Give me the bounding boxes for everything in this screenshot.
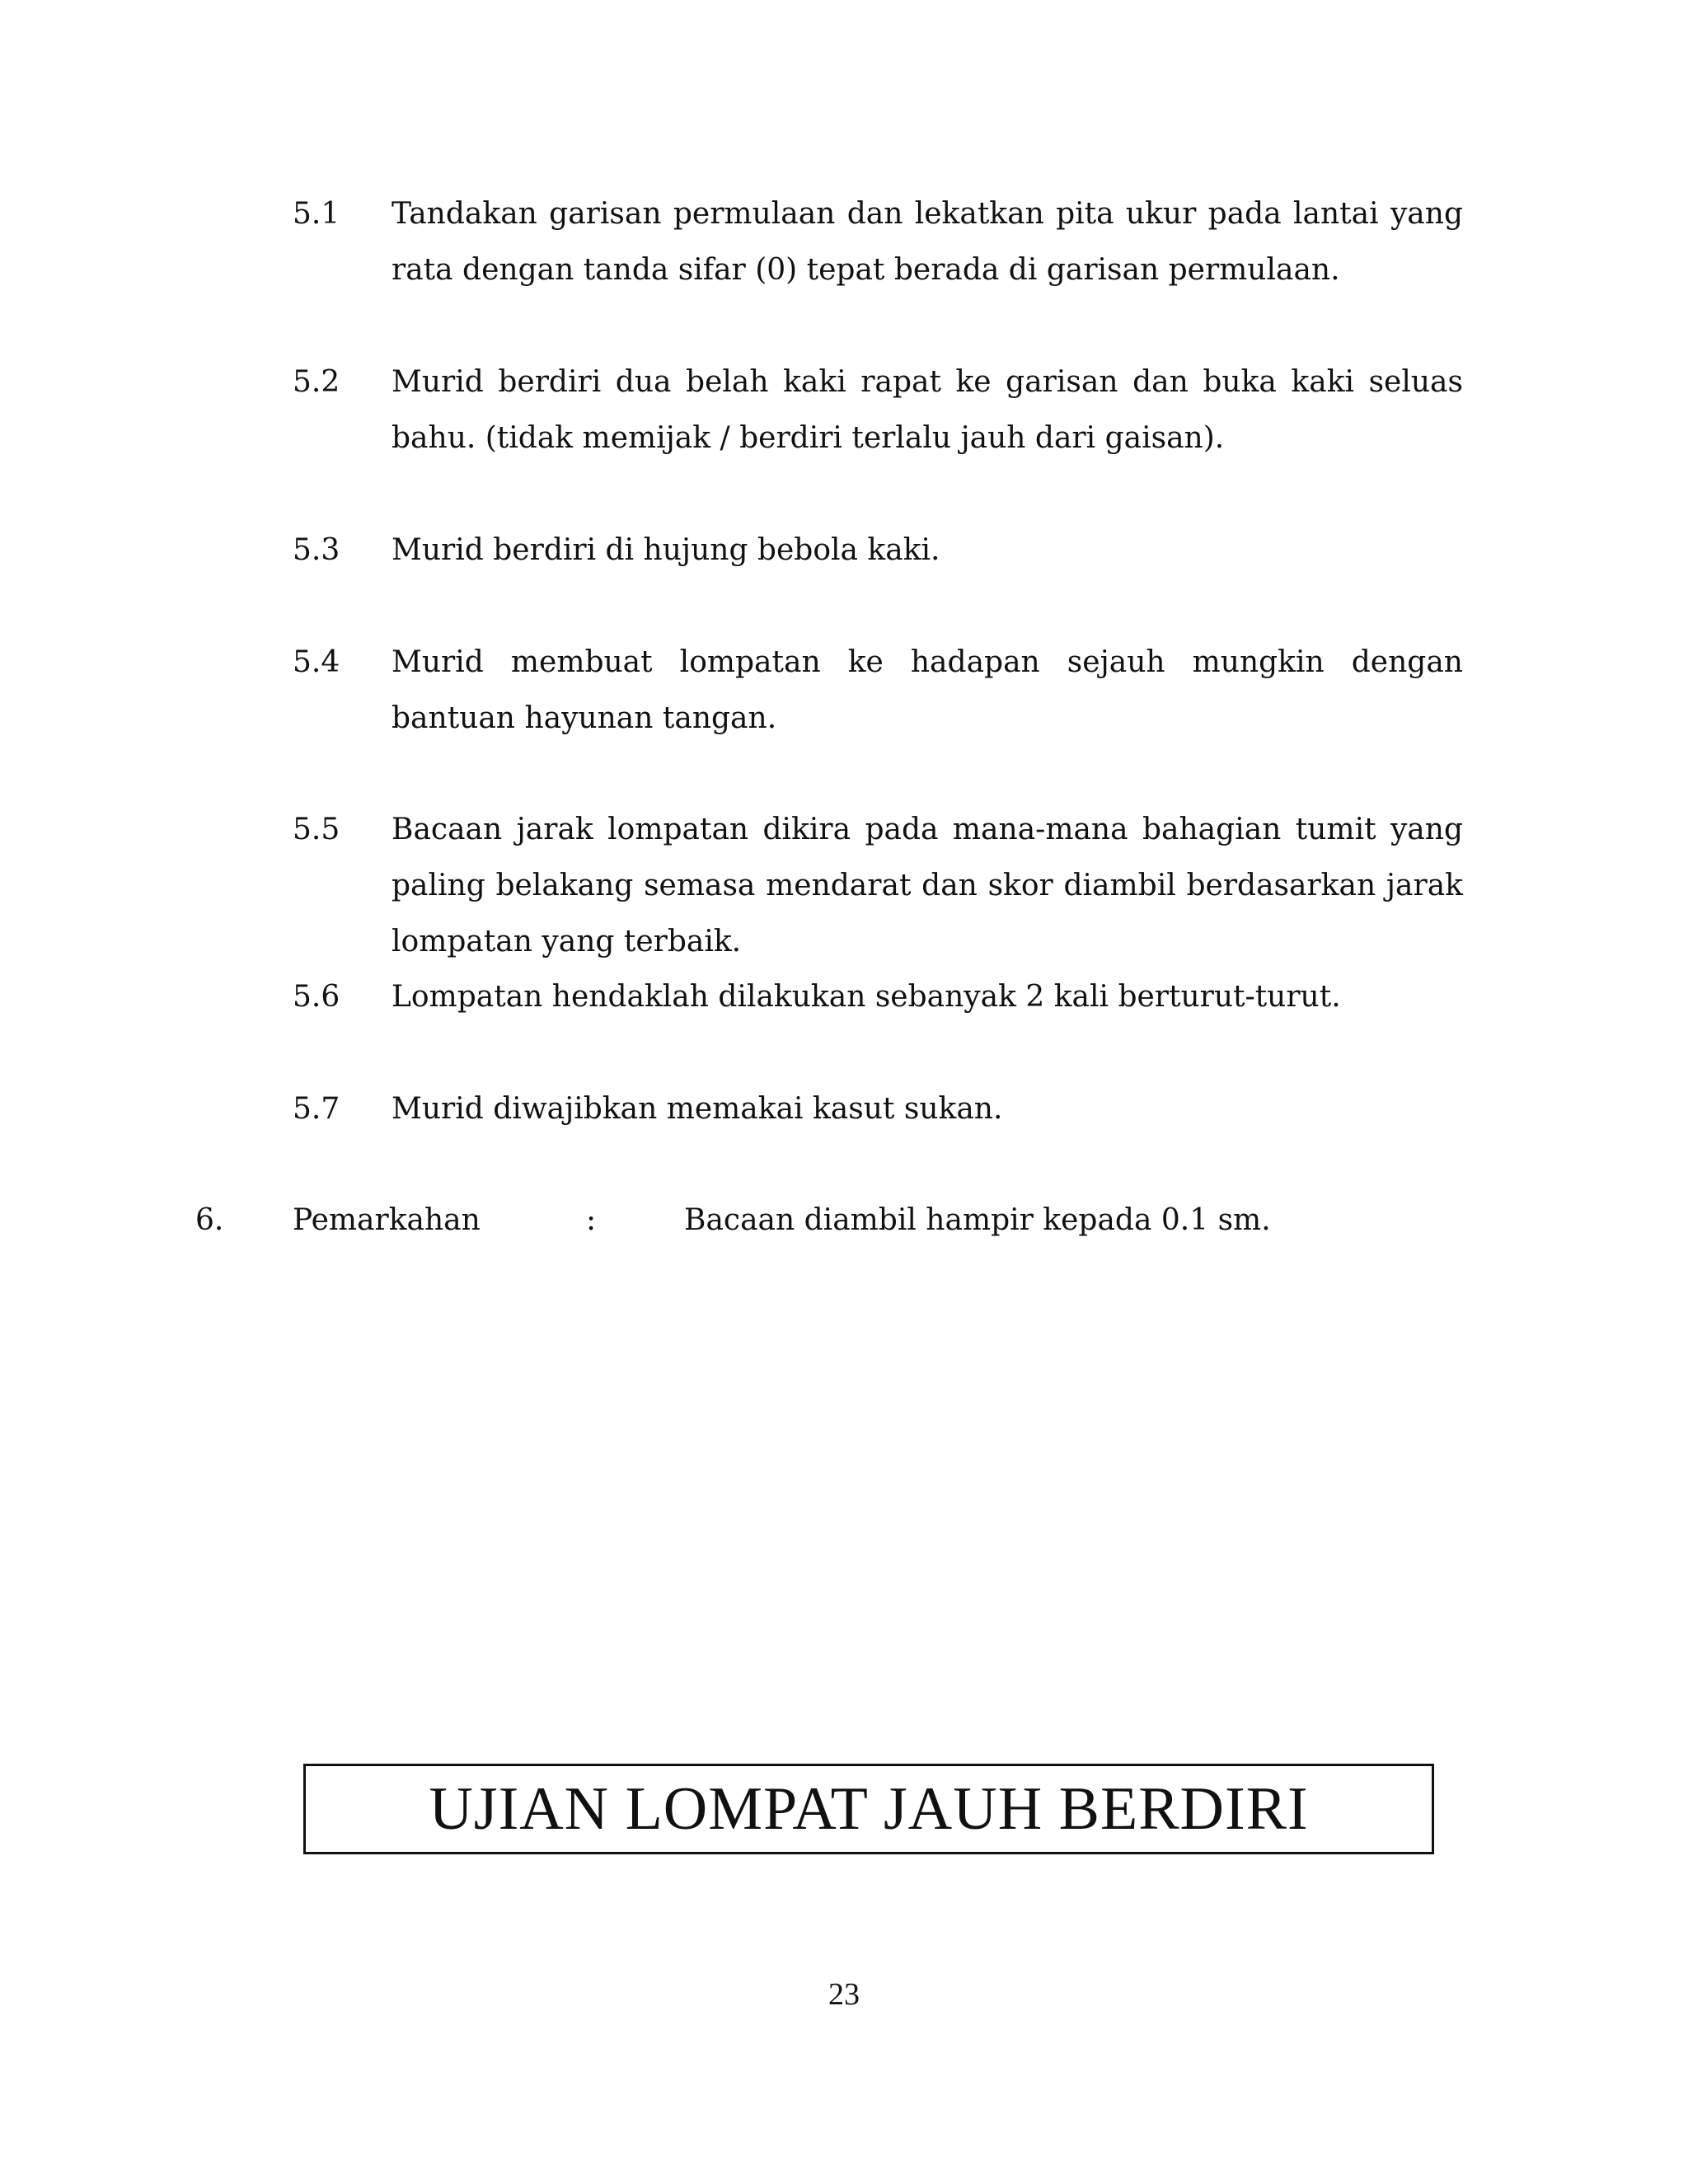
step-text: Bacaan jarak lompatan dikira pada mana-mana bahagian tumit yang paling belakang semasa mendarat dan skor diambil berdasarkan jarak lompatan yang terbaik. [392,813,1463,958]
scoring-label: Pemarkahan [293,1203,481,1237]
step-text: Murid berdiri di hujung bebola kaki. [392,533,940,567]
step-item [293,635,1463,747]
step-item [293,969,1463,1025]
step-item [293,354,1463,466]
step-text: Tandakan garisan permulaan dan lekatkan pita ukur pada lantai yang rata dengan tanda sifar (0) tepat berada di garisan permulaan. [392,197,1463,287]
step-text: Murid berdiri dua belah kaki rapat ke garisan dan buka kaki seluas bahu. (tidak memijak / berdiri terlalu jauh dari gaisan). [392,365,1463,455]
step-text: Lompatan hendaklah dilakukan sebanyak 2 kali berturut-turut. [392,980,1341,1014]
section-title: UJIAN LOMPAT JAUH BERDIRI [429,1774,1309,1843]
scoring-row [195,1193,1432,1249]
scoring-number: 6. [195,1203,224,1237]
step-item [293,186,1463,298]
step-number: 5.5 [293,813,340,846]
step-text: Murid diwajibkan memakai kasut sukan. [392,1092,1003,1126]
step-item [293,1081,1463,1137]
step-item [293,802,1463,970]
step-number: 5.4 [293,645,340,679]
section-title-box [303,1764,1434,1854]
step-text: Murid membuat lompatan ke hadapan sejauh mungkin dengan bantuan hayunan tangan. [392,645,1463,735]
step-number: 5.7 [293,1092,340,1126]
step-item [293,523,1463,579]
step-number: 5.2 [293,365,340,399]
step-number: 5.3 [293,533,340,567]
scoring-value: Bacaan diambil hampir kepada 0.1 sm. [684,1203,1271,1237]
step-number: 5.6 [293,980,340,1014]
page-number: 23 [828,1977,860,2012]
scoring-colon: : [586,1203,597,1237]
step-number: 5.1 [293,197,340,231]
